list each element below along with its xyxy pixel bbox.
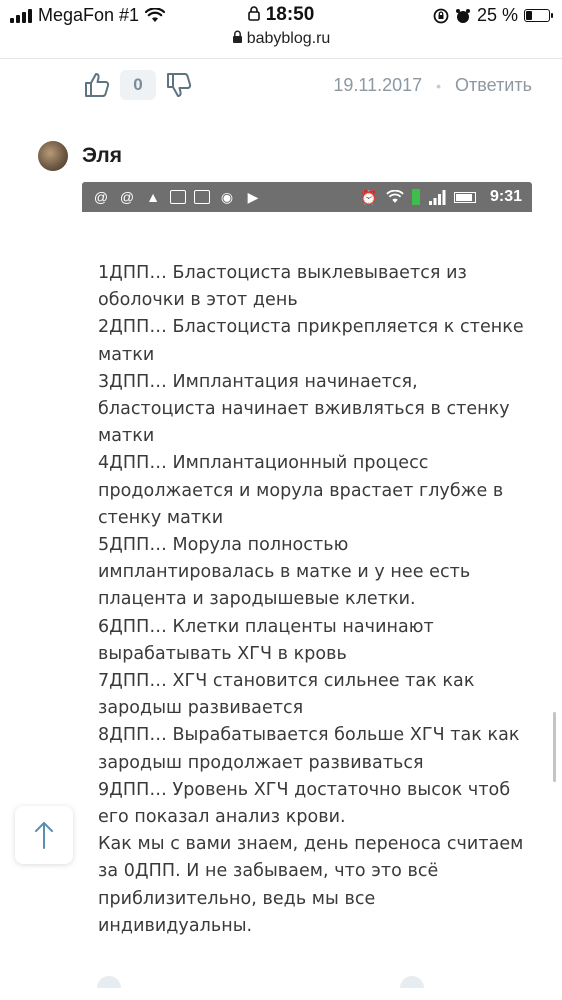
text-line: 3ДПП… Имплантация начинается, xyxy=(98,371,418,392)
previous-comment-votes xyxy=(82,70,194,100)
text-line: зародыш продолжает развиваться xyxy=(98,752,424,773)
comment-date: 19.11.2017 xyxy=(333,75,423,95)
text-line: Как мы с вами знаем, день переноса считаем xyxy=(98,834,524,855)
thumbs-down-icon xyxy=(165,71,193,99)
battery-icon xyxy=(524,9,550,22)
text-line: 1ДПП… Бластоциста выклевывается из xyxy=(98,263,467,283)
text-line: за 0ДПП. И не забываем, что это всё xyxy=(98,861,439,882)
signal-sim2-icon xyxy=(428,189,446,205)
text-line: 8ДПП… Вырабатывается больше ХГЧ так как xyxy=(98,725,520,746)
alarm-icon: ⏰ xyxy=(360,189,378,205)
scroll-to-top-button[interactable] xyxy=(15,806,73,864)
previous-comment-meta xyxy=(333,75,532,96)
text-line: плацента и зародышевые клетки. xyxy=(98,589,416,610)
signal-sim1-icon xyxy=(412,189,420,205)
carrier-name: MegaFon #1 xyxy=(38,5,140,25)
url-text: babyblog.ru xyxy=(246,30,331,47)
text-line: бластоциста начинает вживляться в стенку xyxy=(98,399,510,420)
wifi-icon xyxy=(386,190,404,204)
ios-status-bar xyxy=(0,0,562,30)
at-sign-icon: @ xyxy=(93,189,109,205)
avatar[interactable] xyxy=(38,141,68,171)
at-sign-icon: @ xyxy=(119,189,135,205)
text-line: матки xyxy=(98,344,155,365)
warning-icon: ▲ xyxy=(146,189,160,205)
like-button[interactable] xyxy=(82,70,112,100)
lock-icon xyxy=(232,30,243,44)
text-line: его показал анализ крови. xyxy=(98,807,346,828)
text-line: 9ДПП… Уровень ХГЧ достаточно высок чтоб xyxy=(98,779,511,800)
android-status-bar xyxy=(82,182,532,212)
battery-icon xyxy=(454,192,476,203)
embedded-text-block xyxy=(82,212,532,940)
text-line: имплантировалась в матке и у нее есть xyxy=(98,562,471,583)
comment-header xyxy=(38,141,122,171)
image-icon xyxy=(194,190,210,204)
text-line: вырабатывать ХГЧ в кровь xyxy=(98,643,347,664)
text-line: 4ДПП… Имплантационный процесс xyxy=(98,453,429,474)
scrollbar-thumb[interactable] xyxy=(553,712,556,782)
comment-attached-image[interactable] xyxy=(82,182,532,942)
address-bar[interactable] xyxy=(0,30,562,48)
battery-percent: 25 % xyxy=(476,5,518,25)
play-icon: ▶ xyxy=(247,189,259,205)
text-line: продолжается и морула врастает глубже в xyxy=(98,480,504,501)
vote-count: 0 xyxy=(120,70,156,100)
app-icon xyxy=(170,190,186,204)
text-line: 7ДПП… ХГЧ становится сильнее так как xyxy=(98,671,475,692)
status-time: 18:50 xyxy=(0,4,562,26)
text-line: приблизительно, ведь мы все xyxy=(98,888,376,909)
next-action-icon xyxy=(400,976,424,988)
dislike-button[interactable] xyxy=(164,70,194,100)
text-line: 2ДПП… Бластоциста прикрепляется к стенке xyxy=(98,317,524,338)
thumbs-up-icon xyxy=(83,71,111,99)
text-line: индивидуальны. xyxy=(98,915,253,936)
alarm-icon xyxy=(455,8,471,24)
notification-icons xyxy=(92,188,262,206)
rotation-lock-icon xyxy=(433,8,449,24)
text-line: 6ДПП… Клетки плаценты начинают xyxy=(98,616,434,637)
text-line: матки xyxy=(98,426,155,447)
lock-icon xyxy=(248,6,260,21)
comment-author[interactable]: Эля xyxy=(82,144,123,167)
status-right-group xyxy=(433,5,550,26)
text-line: стенку матки xyxy=(98,507,224,528)
text-line: зародыш развивается xyxy=(98,698,304,719)
android-time: 9:31 xyxy=(489,188,522,205)
next-like-icon xyxy=(97,976,121,988)
reply-link[interactable]: Ответить xyxy=(455,75,532,95)
system-icons xyxy=(360,188,522,206)
arrow-up-icon xyxy=(33,820,55,850)
meta-separator: • xyxy=(436,77,442,94)
text-line: оболочки в этот день xyxy=(98,290,298,311)
text-line: 5ДПП… Морула полностью xyxy=(98,535,349,556)
chrome-icon: ◉ xyxy=(220,189,234,205)
header-divider xyxy=(0,58,562,59)
